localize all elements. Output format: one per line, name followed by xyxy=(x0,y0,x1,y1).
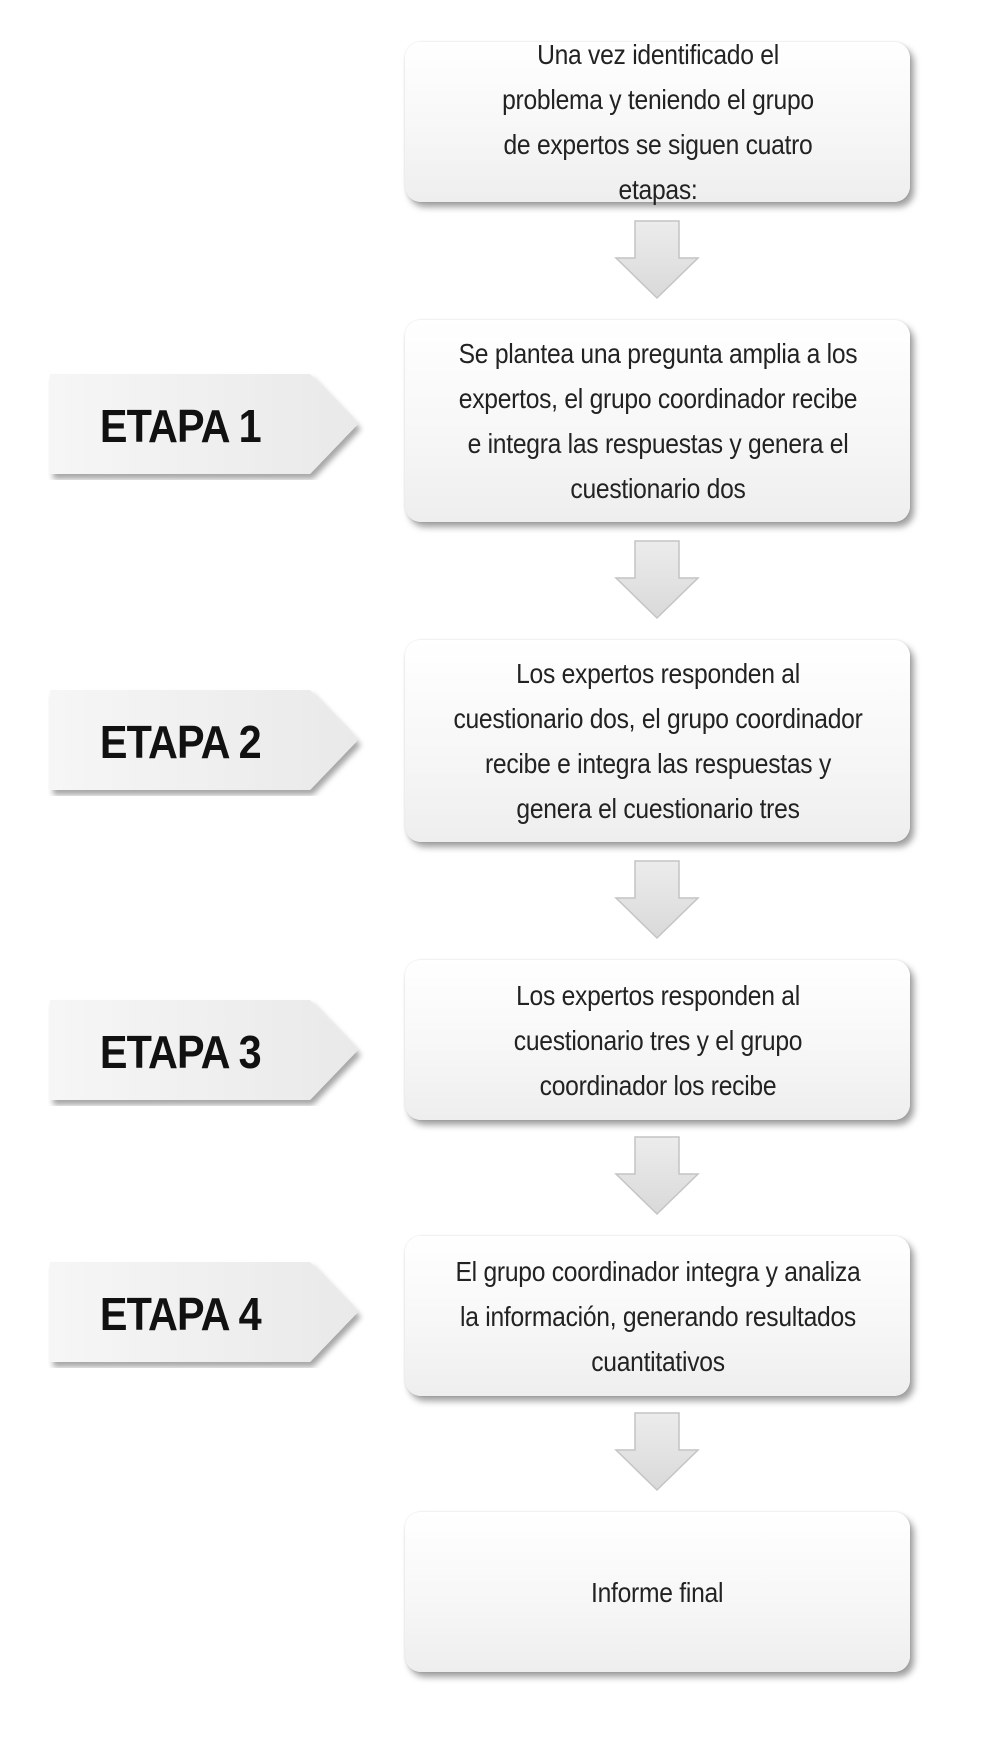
step-box-etapa-2 xyxy=(405,640,910,842)
stage-tag-etapa-4 xyxy=(48,1260,365,1368)
down-arrow-icon xyxy=(614,1134,700,1218)
step-text-intro: Una vez identificado el problema y teniendo el grupo de expertos se siguen cuatro etapas: xyxy=(501,39,814,205)
stage-tag-etapa-2 xyxy=(48,688,365,796)
step-text-etapa-3: Los expertos responden al cuestionario tres y el grupo coordinador los recibe xyxy=(513,979,802,1101)
stage-tag-etapa-1 xyxy=(48,372,365,480)
stage-tag-etapa-3 xyxy=(48,998,365,1106)
stage-label-etapa-4: ETAPA 4 xyxy=(100,1288,261,1340)
stage-label-etapa-3: ETAPA 3 xyxy=(100,1026,261,1078)
step-box-etapa-1 xyxy=(405,320,910,522)
stage-label-etapa-2: ETAPA 2 xyxy=(100,716,261,768)
step-box-etapa-3 xyxy=(405,960,910,1120)
down-arrow-icon xyxy=(614,538,700,622)
step-box-etapa-4 xyxy=(405,1236,910,1396)
step-text-final: Informe final xyxy=(591,1576,724,1608)
down-arrow-icon xyxy=(614,858,700,942)
step-text-etapa-1: Se plantea una pregunta amplia a los expertos, el grupo coordinador recibe e integra las respuestas y genera el cuestionario dos xyxy=(458,338,857,504)
step-box-intro xyxy=(405,39,910,205)
step-box-final xyxy=(405,1512,910,1672)
down-arrow-icon xyxy=(614,1410,700,1494)
down-arrow-icon xyxy=(614,218,700,302)
step-text-etapa-4: El grupo coordinador integra y analiza la información, generando resultados cuantitativos xyxy=(454,1255,860,1377)
step-text-etapa-2: Los expertos responden al cuestionario dos, el grupo coordinador recibe e integra las respuestas y genera el cuestionario tres xyxy=(452,658,863,824)
stage-label-etapa-1: ETAPA 1 xyxy=(100,400,261,452)
